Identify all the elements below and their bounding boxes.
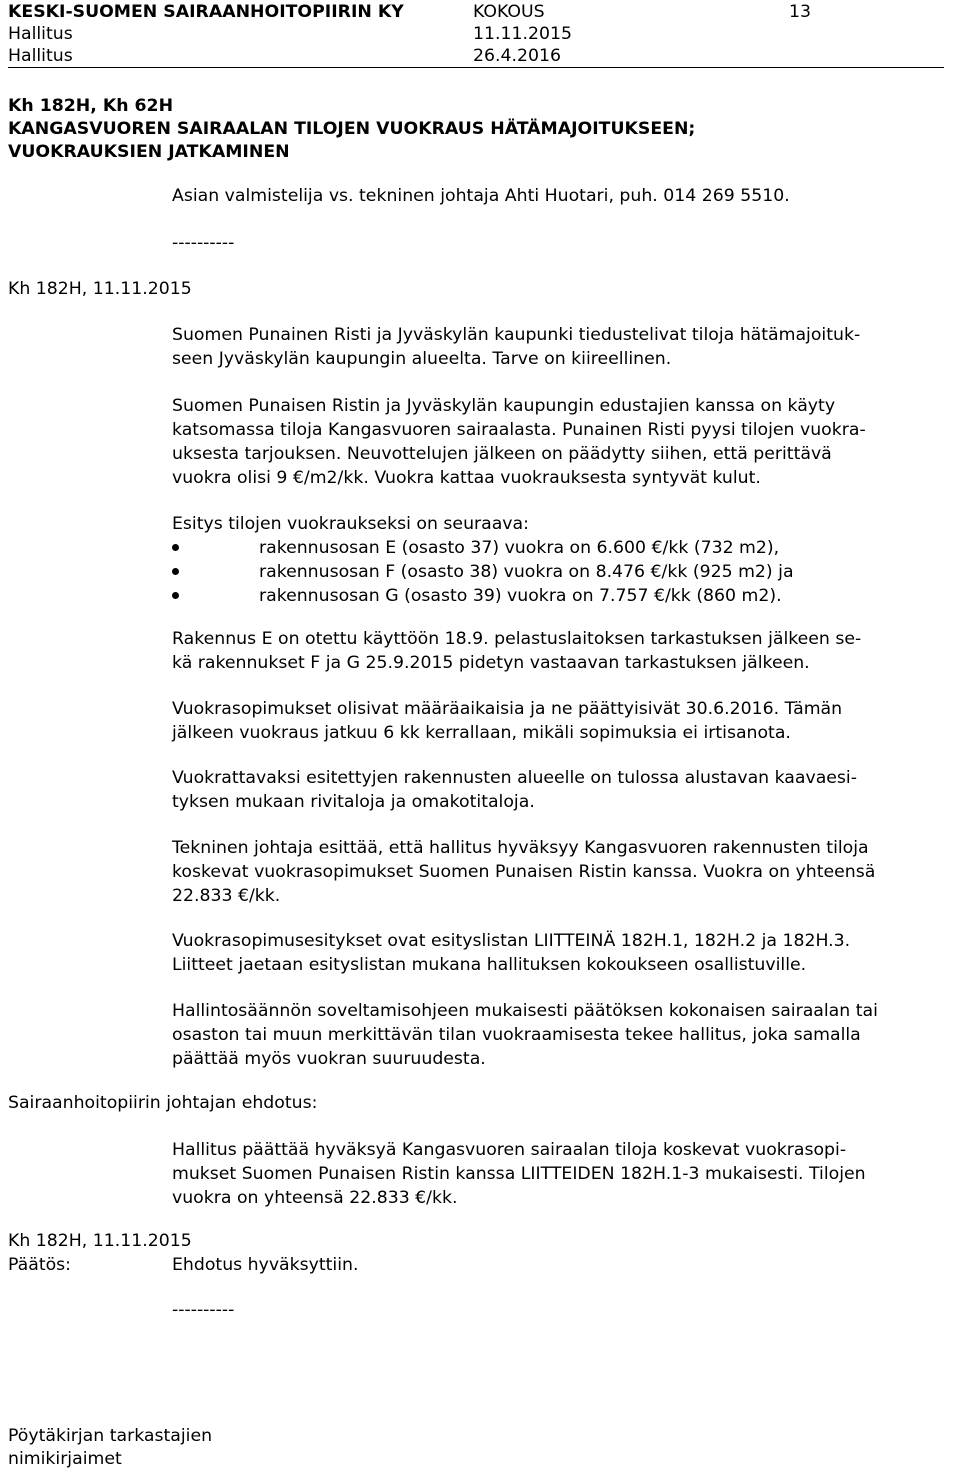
paragraph-line: Hallitus päättää hyväksyä Kangasvuoren sairaalan tiloja koskevat vuokrasopi-	[172, 1140, 847, 1160]
paragraph-5	[172, 697, 932, 745]
list-item-text: rakennusosan F (osasto 38) vuokra on 8.476 €/kk (925 m2) ja	[259, 562, 794, 582]
proposal-label: Sairaanhoitopiirin johtajan ehdotus:	[8, 1093, 318, 1113]
paragraph-7	[172, 836, 932, 908]
organization-name: KESKI-SUOMEN SAIRAANHOITOPIIRIN KY	[8, 2, 404, 22]
separator-2: ----------	[172, 1300, 235, 1320]
paragraph-line: Vuokrattavaksi esitettyjen rakennusten alueelle on tulossa alustavan kaavaesi-	[172, 768, 857, 788]
paragraph-line: tyksen mukaan rivitaloja ja omakotitaloja.	[172, 792, 535, 812]
paragraph-line: mukset Suomen Punaisen Ristin kanssa LIITTEIDEN 182H.1-3 mukaisesti. Tilojen	[172, 1164, 866, 1184]
paragraph-line: Hallintosäännön soveltamisohjeen mukaisesti päätöksen kokonaisen sairaalan tai	[172, 1001, 878, 1021]
paragraph-2	[172, 394, 932, 490]
paragraph-9	[172, 999, 932, 1071]
header-body-1: Hallitus	[8, 24, 73, 44]
paragraph-line: Tekninen johtaja esittää, että hallitus hyväksyy Kangasvuoren rakennusten tiloja	[172, 838, 869, 858]
decision-section-label: Kh 182H, 11.11.2015	[8, 1231, 192, 1251]
paragraph-line: katsomassa tiloja Kangasvuoren sairaalasta. Punainen Risti pyysi tilojen vuokra-	[172, 420, 866, 440]
header-body-2: Hallitus	[8, 46, 73, 66]
decision-label: Päätös:	[8, 1255, 71, 1275]
meeting-label: KOKOUS	[473, 2, 545, 22]
paragraph-line: Liitteet jaetaan esityslistan mukana hallituksen kokoukseen osallistuville.	[172, 955, 807, 975]
paragraph-line: Suomen Punaisen Ristin ja Jyväskylän kaupungin edustajien kanssa on käyty	[172, 396, 836, 416]
bullet-icon	[172, 592, 179, 599]
title-line-2: VUOKRAUKSIEN JATKAMINEN	[8, 142, 290, 162]
section-refs: Kh 182H, Kh 62H	[8, 96, 174, 116]
paragraph-8	[172, 929, 932, 977]
paragraph-line: uksesta tarjouksen. Neuvottelujen jälkeen on päädytty siihen, että perittävä	[172, 444, 832, 464]
paragraph-line: 22.833 €/kk.	[172, 886, 281, 906]
paragraph-6	[172, 766, 932, 814]
paragraph-line: seen Jyväskylän kaupungin alueelta. Tarve on kiireellinen.	[172, 349, 672, 369]
proposal-intro: Esitys tilojen vuokraukseksi on seuraava:	[172, 514, 529, 534]
paragraph-line: Vuokrasopimukset olisivat määräaikaisia ja ne päättyisivät 30.6.2016. Tämän	[172, 699, 843, 719]
page-number: 13	[789, 2, 811, 22]
paragraph-1	[172, 323, 932, 371]
paragraph-line: jälkeen vuokraus jatkuu 6 kk kerrallaan, mikäli sopimuksia ei irtisanota.	[172, 723, 791, 743]
paragraph-line: Vuokrasopimusesitykset ovat esityslistan LIITTEINÄ 182H.1, 182H.2 ja 182H.3.	[172, 931, 851, 951]
paragraph-line: koskevat vuokrasopimukset Suomen Punaisen Ristin kanssa. Vuokra on yhteensä	[172, 862, 876, 882]
footer-line-2: nimikirjaimet	[8, 1449, 122, 1469]
preparer: Asian valmistelija vs. tekninen johtaja Ahti Huotari, puh. 014 269 5510.	[172, 186, 790, 206]
paragraph-line: Rakennus E on otettu käyttöön 18.9. pelastuslaitoksen tarkastuksen jälkeen se-	[172, 629, 862, 649]
paragraph-line: vuokra on yhteensä 22.833 €/kk.	[172, 1188, 458, 1208]
paragraph-line: päättää myös vuokran suuruudesta.	[172, 1049, 486, 1069]
bullet-icon	[172, 568, 179, 575]
paragraph-4	[172, 627, 932, 675]
footer-line-1: Pöytäkirjan tarkastajien	[8, 1426, 213, 1446]
paragraph-line: osaston tai muun merkittävän tilan vuokraamisesta tekee hallitus, joka samalla	[172, 1025, 861, 1045]
header-date-1: 11.11.2015	[473, 24, 572, 44]
paragraph-line: Suomen Punainen Risti ja Jyväskylän kaupunki tiedustelivat tiloja hätämajoituk-	[172, 325, 861, 345]
list-item-text: rakennusosan E (osasto 37) vuokra on 6.600 €/kk (732 m2),	[259, 538, 780, 558]
header-date-2: 26.4.2016	[473, 46, 561, 66]
paragraph-line: kä rakennukset F ja G 25.9.2015 pidetyn vastaavan tarkastuksen jälkeen.	[172, 653, 810, 673]
header-divider	[8, 67, 944, 68]
bullet-icon	[172, 544, 179, 551]
paragraph-line: vuokra olisi 9 €/m2/kk. Vuokra kattaa vuokrauksesta syntyvät kulut.	[172, 468, 761, 488]
section-1-label: Kh 182H, 11.11.2015	[8, 279, 192, 299]
separator-1: ----------	[172, 233, 235, 253]
list-item-text: rakennusosan G (osasto 39) vuokra on 7.757 €/kk (860 m2).	[259, 586, 782, 606]
proposal-text	[172, 1138, 932, 1210]
title-line-1: KANGASVUOREN SAIRAALAN TILOJEN VUOKRAUS HÄTÄMAJOITUKSEEN;	[8, 119, 696, 139]
decision-text: Ehdotus hyväksyttiin.	[172, 1255, 359, 1275]
